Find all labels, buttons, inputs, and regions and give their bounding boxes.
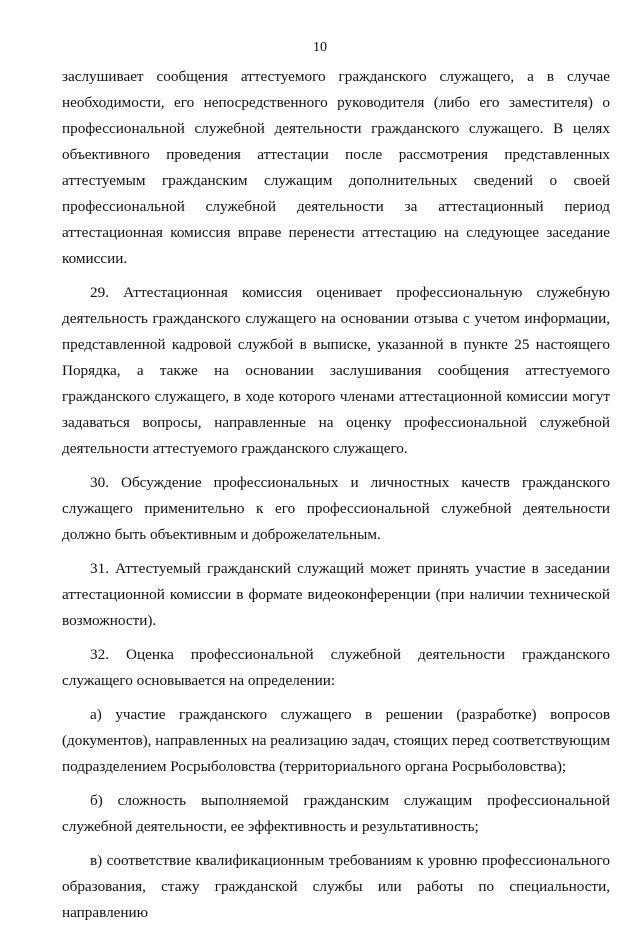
paragraph-continuation: заслушивает сообщения аттестуемого гражданского служащего, а в случае необходимости, его непосредственного руководителя (либо его заместителя) о профессиональной служебной деятельности гражданского служащего. В целях объективного проведения аттестации после рассмотрения представленных аттестуемым гражданским служащим дополнительных сведений о своей профессиональной служебной деятельности за аттестационный период аттестационная комиссия вправе перенести аттестацию на следующее заседание комиссии. [62, 68, 610, 267]
subparagraph-v: в) соответствие квалификационным требованиям к уровню профессионального образования, стажу гражданской службы или работы по специальности, направлению [62, 852, 610, 921]
paragraph-item-31: 31. Аттестуемый гражданский служащий может принять участие в заседании аттестационной комиссии в формате видеоконференции (при наличии технической возможности). [62, 560, 610, 629]
subparagraph-b: б) сложность выполняемой гражданским служащим профессиональной служебной деятельности, ее эффективность и результативность; [62, 792, 610, 835]
subparagraph-a: а) участие гражданского служащего в решении (разработке) вопросов (документов), направленных на реализацию задач, стоящих перед соответствующим подразделением Росрыболовства (территориального органа Росрыболовства); [62, 706, 610, 775]
paragraph-item-30: 30. Обсуждение профессиональных и личностных качеств гражданского служащего применительно к его профессиональной служебной деятельности должно быть объективным и доброжелательным. [62, 474, 610, 543]
page-number: 10 [313, 40, 327, 55]
paragraph-item-32: 32. Оценка профессиональной служебной деятельности гражданского служащего основывается на определении: [62, 646, 610, 689]
document-body [62, 64, 610, 926]
paragraph-item-29: 29. Аттестационная комиссия оценивает профессиональную служебную деятельность гражданского служащего на основании отзыва с учетом информации, представленной кадровой службой в выписке, указанной в пункте 25 настоящего Порядка, а также на основании заслушивания сообщения аттестуемого гражданского служащего, в ходе которого членами аттестационной комиссии могут задаваться вопросы, направленные на оценку профессиональной служебной деятельности аттестуемого гражданского служащего. [62, 284, 610, 457]
